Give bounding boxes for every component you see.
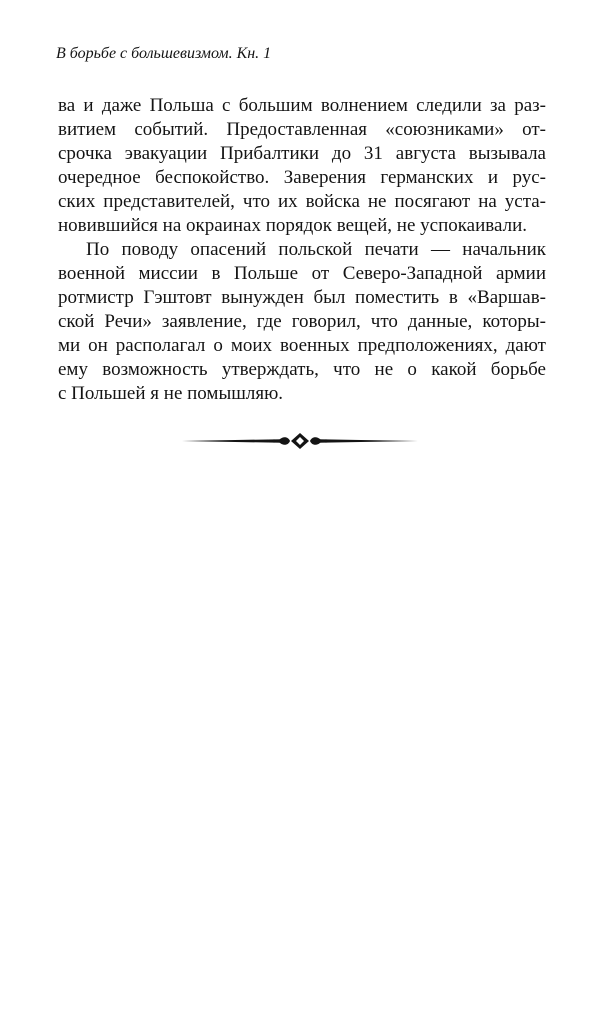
paragraph-2: [58, 238, 546, 406]
text-line: военной миссии в Польше от Северо-Западной армии: [58, 263, 546, 284]
text-line: По поводу опасений польской печати — начальник: [86, 239, 546, 260]
paragraph-1: [58, 94, 546, 238]
text-line: ва и даже Польша с большим волнением следили за раз-: [58, 95, 546, 116]
text-line: ему возможность утверждать, что не о какой борьбе: [58, 359, 546, 380]
text-line: очередное беспокойство. Заверения германских и рус-: [58, 167, 546, 188]
text-line: ротмистр Гэштовт вынужден был поместить в «Варшав-: [58, 287, 546, 308]
text-line: ми он располагал о моих военных предположениях, дают: [58, 335, 546, 356]
body-text: [58, 94, 546, 406]
text-line: срочка эвакуации Прибалтики до 31 августа вызывала: [58, 143, 546, 164]
section-end-flourish-icon: [182, 430, 418, 452]
text-line: витием событий. Предоставленная «союзниками» от-: [58, 119, 546, 140]
text-line: ской Речи» заявление, где говорил, что данные, которы-: [58, 311, 546, 332]
text-line: новившийся на окраинах порядок вещей, не успокаивали.: [58, 215, 527, 236]
text-line: ских представителей, что их войска не посягают на уста-: [58, 191, 546, 212]
text-line: с Польшей я не помышляю.: [58, 383, 284, 404]
running-header: В борьбе с большевизмом. Кн. 1: [56, 45, 272, 62]
